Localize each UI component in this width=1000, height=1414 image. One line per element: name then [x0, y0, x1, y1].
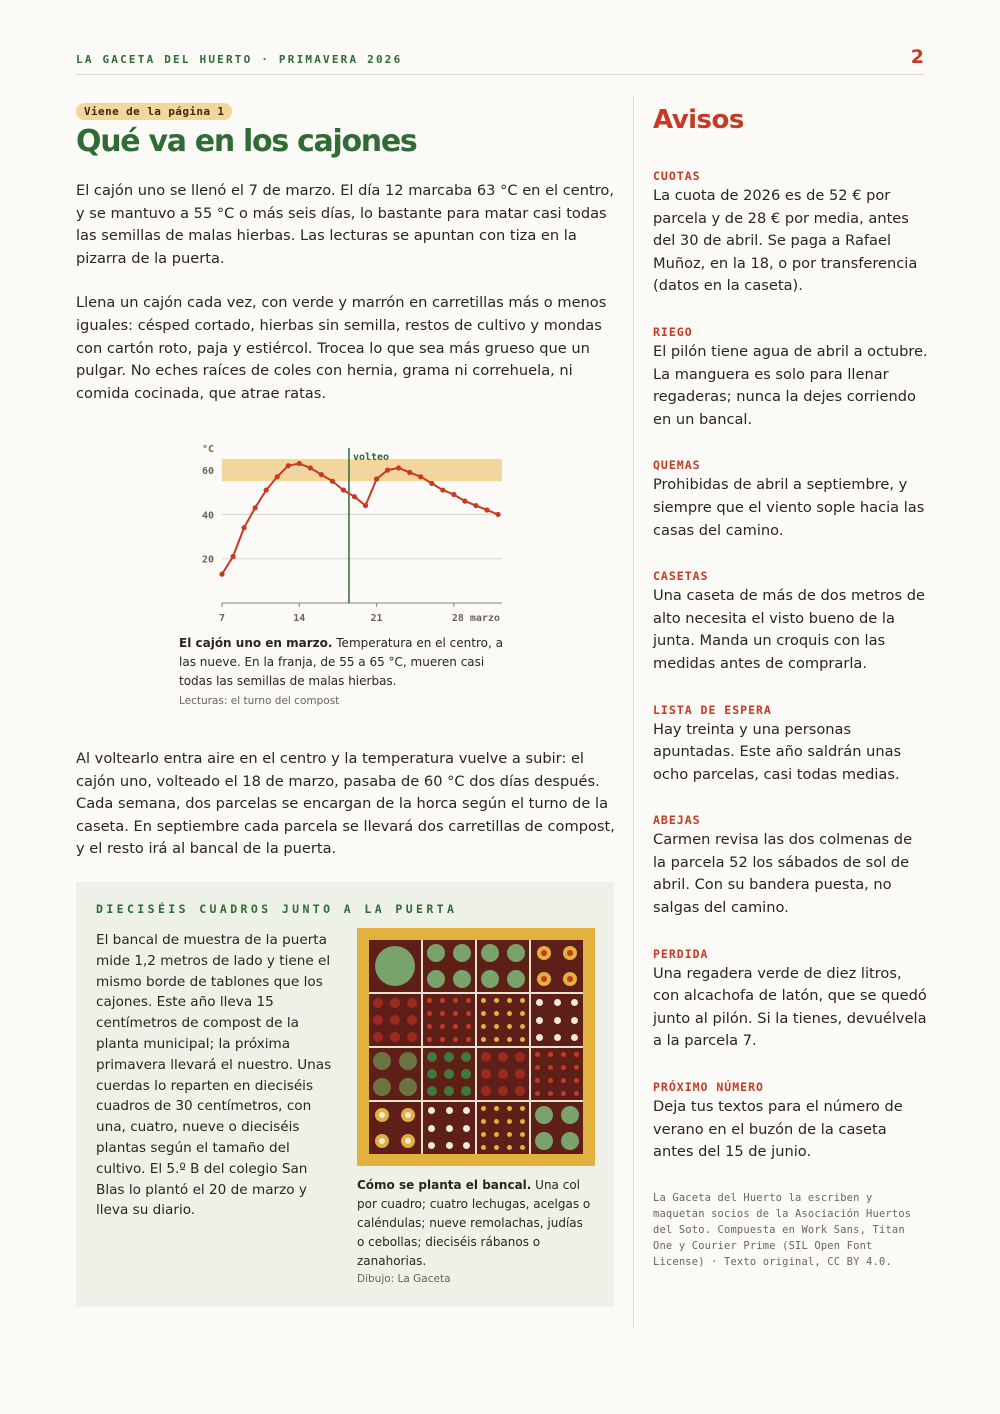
temperature-point [241, 525, 246, 530]
plant-mark [446, 1107, 453, 1114]
plant-mark [461, 1069, 471, 1079]
masthead: LA GACETA DEL HUERTO · PRIMAVERA 2026 [76, 53, 403, 66]
plant-mark [548, 1078, 553, 1083]
temperature-point [286, 463, 291, 468]
plant-mark [440, 1037, 445, 1042]
plant-mark [461, 1052, 471, 1062]
planting-square [369, 1102, 421, 1154]
plant-mark [427, 998, 432, 1003]
plant-mark [536, 999, 543, 1006]
notice-item [653, 457, 928, 542]
plant-mark [444, 1086, 454, 1096]
plant-mark [574, 1078, 579, 1083]
plant-mark [574, 1065, 579, 1070]
temperature-point [451, 492, 456, 497]
temperature-point [385, 468, 390, 473]
plant-mark [498, 1052, 508, 1062]
temperature-point [219, 572, 224, 577]
plant-mark [481, 1106, 486, 1111]
notice-item [653, 702, 928, 787]
temperature-point [341, 487, 346, 492]
notice-body: Prohibidas de abril a septiembre, y siempre que el viento sople hacia las casas del camino. [653, 476, 925, 539]
notices-column [653, 104, 928, 1270]
notice-heading: ABEJAS [653, 813, 701, 828]
notice-heading: PRÓXIMO NÚMERO [653, 1080, 764, 1095]
plant-center [541, 976, 547, 982]
plant-mark [548, 1052, 553, 1057]
plant-mark [515, 1069, 525, 1079]
plant-mark [554, 1034, 561, 1041]
plant-mark [375, 1108, 389, 1122]
plant-mark [373, 1078, 391, 1096]
plant-mark [561, 1078, 566, 1083]
plant-mark [535, 1078, 540, 1083]
colophon: La Gaceta del Huerto la escriben y maquetan socios de la Asociación Huertos del Soto. Compuesta en Work Sans, Titan One y Courier Prime (SIL Open Font License) · Texto original, CC BY 4.0. [653, 1191, 912, 1268]
plant-center [567, 950, 573, 956]
notices-list [653, 168, 928, 1164]
plant-mark [494, 998, 499, 1003]
plant-mark [507, 1145, 512, 1150]
plant-mark [535, 1106, 553, 1124]
planting-square [369, 940, 421, 992]
temperature-point [473, 503, 478, 508]
plant-mark [399, 1078, 417, 1096]
plant-mark [427, 1069, 437, 1079]
plant-mark [507, 1024, 512, 1029]
turn-marker-label: volteo [352, 452, 390, 463]
plant-mark [494, 1145, 499, 1150]
plant-mark [373, 1015, 383, 1025]
column-divider [633, 96, 634, 1329]
temperature-point [484, 507, 489, 512]
plant-mark [390, 998, 400, 1008]
plant-mark [453, 998, 458, 1003]
planting-grid [369, 940, 583, 1154]
chart-caption-text: Temperatura en el centro, a las nueve. En la franja, de 55 a 65 °C, mueren casi todas las semillas de malas hierbas. [179, 636, 503, 688]
plant-mark [427, 944, 445, 962]
plant-mark [498, 1086, 508, 1096]
plant-mark [407, 1015, 417, 1025]
plant-mark [520, 1132, 525, 1137]
plant-mark [494, 1037, 499, 1042]
plant-mark [466, 1037, 471, 1042]
planting-square [477, 1048, 529, 1100]
temperature-point [440, 487, 445, 492]
temperature-point [462, 499, 467, 504]
plant-mark [535, 1091, 540, 1096]
notice-body: Una regadera verde de diez litros, con alcachofa de latón, que se quedó junto al pilón. Si la tienes, devuélvela a la parcela 7. [653, 964, 927, 1050]
diagram-credit: Dibujo: La Gaceta [357, 1273, 451, 1285]
plant-mark [440, 1011, 445, 1016]
plant-mark [561, 1091, 566, 1096]
notice-body: Deja tus textos para el número de verano en el buzón de la caseta antes del 15 de junio. [653, 1098, 903, 1161]
plant-mark [507, 1106, 512, 1111]
plant-mark [571, 1034, 578, 1041]
temperature-figure [176, 436, 516, 707]
plant-mark [571, 999, 578, 1006]
temperature-point [352, 494, 357, 499]
planting-square [531, 1048, 583, 1100]
temperature-point [253, 505, 258, 510]
y-tick-label: 20 [202, 554, 215, 566]
x-tick-label: 14 [293, 613, 306, 624]
plant-mark [453, 1011, 458, 1016]
plant-mark [427, 1024, 432, 1029]
temperature-point [396, 465, 401, 470]
plant-mark [563, 972, 577, 986]
notice-heading: CASETAS [653, 569, 709, 584]
planting-square [423, 940, 475, 992]
temperature-point [407, 470, 412, 475]
continued-badge: Viene de la página 1 [76, 103, 232, 120]
plant-mark [520, 1011, 525, 1016]
page-header [76, 48, 924, 75]
notice-body: Una caseta de más de dos metros de alto necesita el visto bueno de la junta. Manda un croquis con las medidas antes de comprarla. [653, 587, 925, 672]
diagram-caption [357, 1176, 592, 1271]
plant-center [405, 1138, 411, 1144]
notice-item [653, 1079, 928, 1164]
planting-square [423, 1102, 475, 1154]
notice-heading: CUOTAS [653, 169, 701, 183]
notice-body: Hay treinta y una personas apuntadas. Este año saldrán unas ocho parcelas, casi todas medias. [653, 720, 902, 783]
box-text: El bancal de muestra de la puerta mide 1,2 metros de lado y tiene el mismo borde de tablones que los cajones. Este año lleva 15 centímetros de compost de la planta municipal; la próxima primavera llevará el nuestro. Unas cuerdas lo reparten en dieciséis cuadros de 30 centímetros, con una, cuatro, nueve o dieciséis plantas según el tamaño del cultivo. El 5.º B del colegio San Blas lo plantó el 20 de marzo y lleva su diario. [96, 932, 332, 1219]
temperature-chart [176, 436, 516, 624]
planting-square [477, 940, 529, 992]
plant-mark [440, 998, 445, 1003]
plant-mark [548, 1065, 553, 1070]
plant-mark [507, 1132, 512, 1137]
plant-mark [520, 1024, 525, 1029]
notice-heading: PERDIDA [653, 946, 709, 961]
plant-mark [481, 944, 499, 962]
plant-center [379, 1138, 385, 1144]
plant-mark [481, 1132, 486, 1137]
plant-mark [428, 1142, 435, 1149]
plant-mark [498, 1069, 508, 1079]
temperature-point [418, 474, 423, 479]
plant-mark [507, 970, 525, 988]
notice-body: La cuota de 2026 es de 52 € por parcela y de 28 € por media, antes del 30 de abril. Se paga a Rafael Muñoz, en la 18, o por transferencia (datos en la caseta). [653, 187, 918, 295]
plant-mark [481, 1052, 491, 1062]
plant-mark [494, 1024, 499, 1029]
plant-mark [427, 1011, 432, 1016]
temperature-point [429, 481, 434, 486]
article-paragraph-3: Al voltearlo entra aire en el centro y la temperatura vuelve a subir: el cajón uno, volteado el 18 de marzo, pasaba de 60 °C dos días después. Cada semana, dos parcelas se encargan de la horca según el turno de la caseta. En septiembre cada parcela se llevará dos carretillas de compost, y el resto irá al bancal de la puerta. [76, 750, 615, 858]
plant-center [541, 950, 547, 956]
diagram-caption-text: Una col por cuadro; cuatro lechugas, acelgas o caléndulas; nueve remolachas, judías o cebollas; dieciséis rábanos o zanahorias. [357, 1178, 591, 1268]
plant-mark [520, 1145, 525, 1150]
plant-mark [537, 972, 551, 986]
plant-mark [466, 998, 471, 1003]
plant-mark [535, 1052, 540, 1057]
plant-mark [520, 998, 525, 1003]
page-number: 2 [910, 46, 924, 68]
notice-heading: QUEMAS [653, 458, 701, 473]
plant-mark [428, 1107, 435, 1114]
plant-mark [494, 1132, 499, 1137]
plant-mark [481, 998, 486, 1003]
plant-mark [507, 1011, 512, 1016]
plant-mark [561, 1065, 566, 1070]
planting-square [477, 1102, 529, 1154]
plant-mark [446, 1142, 453, 1149]
plant-mark [535, 1065, 540, 1070]
plant-mark [440, 1024, 445, 1029]
planting-square [531, 994, 583, 1046]
chart-caption-bold: El cajón uno en marzo. [179, 636, 333, 650]
plant-mark [463, 1125, 470, 1132]
plant-mark [390, 1032, 400, 1042]
plant-mark [466, 1024, 471, 1029]
plant-mark [401, 1134, 415, 1148]
article-paragraph-1: El cajón uno se llenó el 7 de marzo. El día 12 marcaba 63 °C en el centro, y se mantuvo a 55 °C o más seis días, lo bastante para matar casi todas las semillas de malas hierbas. Las lecturas se apuntan con tiza en la pizarra de la puerta. [76, 182, 614, 267]
x-tick-label: 28 marzo [451, 613, 501, 624]
x-tick-label: 7 [218, 613, 226, 624]
plant-mark [571, 1017, 578, 1024]
plant-mark [427, 970, 445, 988]
planting-square [423, 1048, 475, 1100]
plant-mark [481, 1145, 486, 1150]
plant-mark [481, 1024, 486, 1029]
notice-item [653, 568, 928, 675]
plant-mark [407, 998, 417, 1008]
plant-mark [507, 944, 525, 962]
plant-mark [515, 1052, 525, 1062]
plant-mark [507, 1037, 512, 1042]
plant-mark [453, 1024, 458, 1029]
plant-mark [554, 1017, 561, 1024]
plant-mark [520, 1037, 525, 1042]
plant-mark [453, 1037, 458, 1042]
plant-mark [536, 1017, 543, 1024]
temperature-point [363, 503, 368, 508]
notice-item [653, 812, 928, 919]
y-tick-label: 60 [202, 466, 215, 478]
planting-square [531, 1102, 583, 1154]
planting-square [477, 994, 529, 1046]
plant-mark [481, 1086, 491, 1096]
plant-mark [481, 970, 499, 988]
article-paragraph-2: Llena un cajón cada vez, con verde y marrón en carretillas más o menos iguales: césped cortado, hierbas sin semilla, restos de cultivo y mondas con cartón roto, paja y estiércol. Trocea lo que sea más grueso que un pulgar. No eches raíces de coles con hernia, grama ni correhuela, ni comida cocinada, que atrae ratas. [76, 294, 607, 402]
plant-mark [427, 1086, 437, 1096]
plant-center [405, 1112, 411, 1118]
plant-mark [427, 1052, 437, 1062]
sidebar-box [76, 882, 614, 1307]
notices-title: Avisos [653, 105, 744, 135]
plant-mark [463, 1107, 470, 1114]
diagram-caption-bold: Cómo se planta el bancal. [357, 1178, 532, 1192]
plant-mark [444, 1052, 454, 1062]
plant-mark [494, 1106, 499, 1111]
notice-item [653, 946, 928, 1053]
plant-mark [461, 1086, 471, 1096]
plant-mark [446, 1125, 453, 1132]
plant-mark [444, 1069, 454, 1079]
temperature-point [275, 474, 280, 479]
plant-center [567, 976, 573, 982]
y-tick-label: 40 [202, 510, 215, 522]
plant-mark [481, 1011, 486, 1016]
notice-heading: LISTA DE ESPERA [653, 702, 772, 717]
x-tick-label: 21 [370, 613, 383, 624]
temperature-point [330, 479, 335, 484]
plant-mark [520, 1106, 525, 1111]
plant-mark [453, 970, 471, 988]
article-title: Qué va en los cajones [76, 124, 417, 159]
plant-mark [563, 946, 577, 960]
plant-mark [481, 1069, 491, 1079]
plant-mark [548, 1091, 553, 1096]
plant-mark [494, 1119, 499, 1124]
plant-mark [481, 1119, 486, 1124]
plant-mark [494, 1011, 499, 1016]
plant-mark [427, 1037, 432, 1042]
plant-mark [536, 1034, 543, 1041]
plant-mark [373, 998, 383, 1008]
planting-square [369, 994, 421, 1046]
plant-mark [561, 1052, 566, 1057]
chart-credit: Lecturas: el turno del compost [179, 695, 340, 707]
temperature-point [495, 512, 500, 517]
plant-mark [453, 944, 471, 962]
plant-mark [428, 1125, 435, 1132]
plant-mark [399, 1052, 417, 1070]
notice-item [653, 324, 928, 431]
plant-mark [390, 1015, 400, 1025]
plant-mark [561, 1106, 579, 1124]
plant-mark [520, 1119, 525, 1124]
temperature-point [374, 476, 379, 481]
notice-body: Carmen revisa las dos colmenas de la parcela 52 los sábados de sol de abril. Con su bandera puesta, no salgas del camino. [653, 831, 913, 917]
temperature-point [308, 465, 313, 470]
plant-mark [507, 1119, 512, 1124]
chart-caption [179, 634, 514, 691]
plant-mark [574, 1052, 579, 1057]
plant-mark [466, 1011, 471, 1016]
plant-mark [375, 946, 415, 986]
plant-mark [407, 1032, 417, 1042]
planting-square [369, 1048, 421, 1100]
plant-mark [463, 1142, 470, 1149]
plant-mark [507, 998, 512, 1003]
notice-body: El pilón tiene agua de abril a octubre. La manguera es solo para llenar regaderas; nunca la dejes corriendo en un bancal. [653, 342, 928, 428]
planting-square [423, 994, 475, 1046]
temperature-point [297, 461, 302, 466]
notice-item [653, 168, 928, 298]
planting-square [531, 940, 583, 992]
plant-mark [574, 1091, 579, 1096]
y-axis-label: °C [202, 444, 215, 455]
plant-mark [375, 1134, 389, 1148]
planting-diagram [357, 928, 595, 1166]
plant-mark [401, 1108, 415, 1122]
plant-mark [515, 1086, 525, 1096]
plant-mark [554, 999, 561, 1006]
plant-mark [481, 1037, 486, 1042]
temperature-point [230, 554, 235, 559]
plant-mark [561, 1132, 579, 1150]
plant-mark [535, 1132, 553, 1150]
temperature-point [264, 487, 269, 492]
plant-mark [373, 1032, 383, 1042]
plant-center [379, 1112, 385, 1118]
plant-mark [373, 1052, 391, 1070]
box-title: DIECISÉIS CUADROS JUNTO A LA PUERTA [96, 902, 458, 916]
notice-heading: RIEGO [653, 324, 693, 339]
article [76, 100, 616, 1285]
plant-mark [537, 946, 551, 960]
temperature-point [319, 472, 324, 477]
